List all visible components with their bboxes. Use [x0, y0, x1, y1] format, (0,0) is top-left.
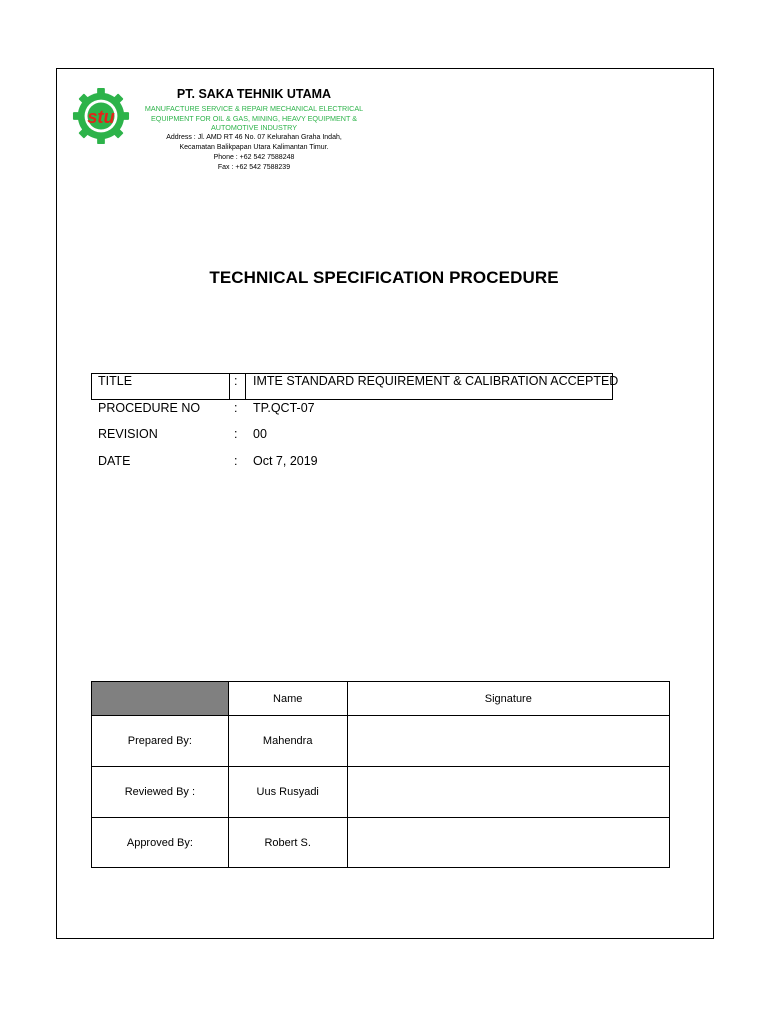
title-box-divider — [245, 374, 246, 399]
approval-signature — [347, 818, 669, 868]
company-description-line: MANUFACTURE SERVICE & REPAIR MECHANICAL ELECTRICAL — [144, 104, 364, 113]
company-header — [136, 87, 372, 173]
approval-signature — [347, 716, 669, 767]
approval-header-signature: Signature — [347, 682, 669, 716]
approval-name: Robert S. — [228, 818, 347, 868]
address-line: Kecamatan Balikpapan Utara Kalimantan Timur. — [179, 143, 329, 151]
approval-row-reviewed — [92, 767, 670, 818]
approval-header-row — [92, 682, 670, 716]
company-description-line: AUTOMOTIVE INDUSTRY — [211, 123, 297, 133]
company-phone: Phone : +62 542 7588248 — [213, 153, 295, 161]
info-separator: : — [234, 427, 238, 441]
approval-role: Reviewed By : — [92, 767, 229, 818]
info-value-date: Oct 7, 2019 — [253, 454, 318, 468]
approval-role: Prepared By: — [92, 716, 229, 767]
info-label-procedure-no: PROCEDURE NO — [98, 401, 201, 415]
approval-name: Uus Rusyadi — [228, 767, 347, 818]
company-name: PT. SAKA TEHNIK UTAMA — [176, 87, 332, 101]
approval-role: Approved By: — [92, 818, 229, 868]
info-value-revision: 00 — [253, 427, 267, 441]
company-description-line: EQUIPMENT FOR OIL & GAS, MINING, HEAVY EQUIPMENT & — [150, 113, 358, 123]
approval-signature — [347, 767, 669, 818]
info-label-title: TITLE — [98, 374, 133, 388]
info-separator: : — [234, 454, 238, 468]
approval-row-approved — [92, 818, 670, 868]
company-logo — [72, 87, 130, 145]
approval-row-prepared — [92, 716, 670, 767]
company-address — [136, 133, 372, 173]
document-title: TECHNICAL SPECIFICATION PROCEDURE — [209, 268, 559, 287]
approval-header-name: Name — [228, 682, 347, 716]
title-box-divider — [229, 374, 230, 399]
address-line: Address : Jl. AMD RT 46 No. 07 Kelurahan Graha Indah, — [166, 133, 342, 141]
approval-name: Mahendra — [228, 716, 347, 767]
info-label-revision: REVISION — [98, 427, 158, 441]
info-value-procedure-no: TP.QCT-07 — [253, 401, 315, 415]
company-fax: Fax : +62 542 7588239 — [217, 163, 291, 171]
info-label-date: DATE — [98, 454, 131, 468]
info-separator: : — [234, 401, 238, 415]
company-description — [136, 104, 372, 133]
approval-header-corner — [92, 682, 229, 716]
logo-lettering: stu — [87, 105, 115, 127]
info-value-title: IMTE STANDARD REQUIREMENT & CALIBRATION ACCEPTED — [253, 374, 619, 388]
approval-table — [91, 681, 670, 868]
info-separator: : — [234, 374, 238, 388]
